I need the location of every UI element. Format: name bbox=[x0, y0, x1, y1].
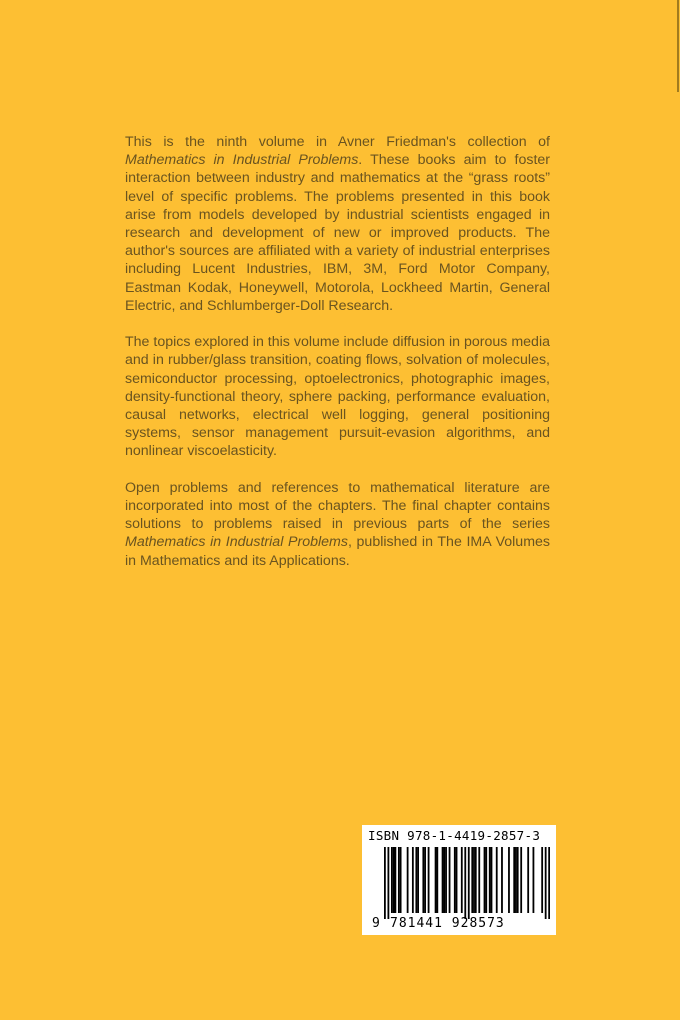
back-cover-blurb bbox=[125, 133, 550, 588]
spine-edge-line bbox=[677, 0, 679, 92]
paragraph-open-problems bbox=[125, 479, 550, 570]
text-segment: . These books aim to foster interaction between industry and mathematics at the “grass roots” level of specific problems. The problems presented in this book arise from models developed by industrial scientists engaged in research and development of new or improved products. The author's sources are affiliated with a variety of industrial enterprises including Lucent Industries, IBM, 3M, Ford Motor Company, Eastman Kodak, Honeywell, Motorola, Lockheed Martin, General Electric, and Schlumberger-Doll Research. bbox=[125, 152, 550, 314]
isbn-barcode bbox=[362, 825, 556, 935]
text-segment: , published in The IMA Volumes in Mathematics and its Applications. bbox=[125, 534, 550, 569]
series-title: Mathematics in Industrial Problems bbox=[125, 152, 359, 169]
text-segment: This is the ninth volume in Avner Friedman's collection of bbox=[125, 134, 550, 150]
paragraph-topics bbox=[125, 333, 550, 460]
barcode-bars-icon bbox=[384, 847, 550, 919]
text-segment: Open problems and references to mathematical literature are incorporated into most of the chapters. The final chapter contains solutions to problems raised in previous parts of the series bbox=[125, 479, 550, 533]
isbn-label: ISBN 978-1-4419-2857-3 bbox=[368, 828, 541, 843]
text-segment: The topics explored in this volume include diffusion in porous media and in rubber/glass transition, coating flows, solvation of molecules, semiconductor processing, optoelectronics, photographic images, density-functional theory, sphere packing, performance evaluation, causal networks, electrical well logging, general positioning systems, sensor management pursuit-evasion algorithms, and nonlinear viscoelasticity. bbox=[125, 334, 550, 460]
paragraph-intro bbox=[125, 133, 550, 315]
ean-rest-digits: 781441 928573 bbox=[390, 916, 505, 931]
ean-first-digit: 9 bbox=[372, 916, 380, 931]
series-title: Mathematics in Industrial Problems bbox=[125, 534, 348, 551]
